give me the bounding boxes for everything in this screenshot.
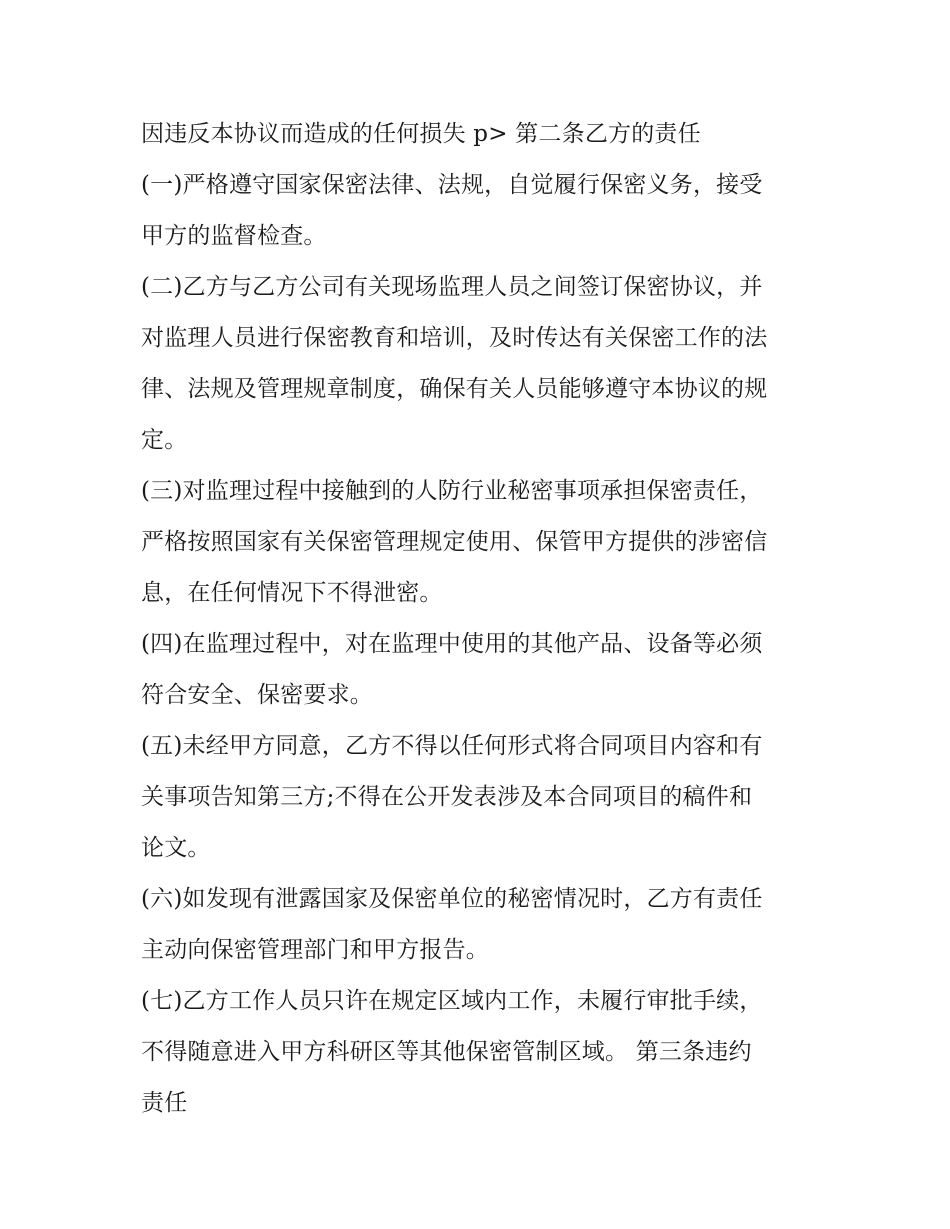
text-line: (四)在监理过程中，对在监理中使用的其他产品、设备等必须 [141, 631, 763, 657]
text-line: 律、法规及管理规章制度，确保有关人员能够遵守本协议的规 [141, 376, 768, 402]
text-line: (五)未经甲方同意，乙方不得以任何形式将合同项目内容和有 [141, 733, 763, 759]
text-line: 责任 [141, 1090, 188, 1116]
text-line: (二)乙方与乙方公司有关现场监理人员之间签订保密协议，并 [141, 274, 763, 300]
text-line: (一)严格遵守国家保密法律、法规，自觉履行保密义务，接受 [141, 172, 763, 198]
text-line: 因违反本协议而造成的任何损失 p> 第二条乙方的责任 [141, 121, 701, 147]
text-line: 严格按照国家有关保密管理规定使用、保管甲方提供的涉密信 [141, 529, 768, 555]
document-body [141, 109, 816, 1129]
text-line: 甲方的监督检查。 [141, 223, 327, 249]
text-line: 论文。 [141, 835, 211, 861]
text-line: (七)乙方工作人员只许在规定区域内工作，未履行审批手续， [141, 988, 763, 1014]
text-line: (三)对监理过程中接触到的人防行业秘密事项承担保密责任， [141, 478, 763, 504]
text-line: 不得随意进入甲方科研区等其他保密管制区域。 第三条违约 [141, 1039, 752, 1065]
text-line: 符合安全、保密要求。 [141, 682, 373, 708]
text-line: 对监理人员进行保密教育和培训，及时传达有关保密工作的法 [141, 325, 768, 351]
text-line: 主动向保密管理部门和甲方报告。 [141, 937, 489, 963]
text-line: 定。 [141, 427, 188, 453]
text-line: 息，在任何情况下不得泄密。 [141, 580, 443, 606]
text-line: 关事项告知第三方;不得在公开发表涉及本合同项目的稿件和 [141, 784, 753, 810]
text-line: (六)如发现有泄露国家及保密单位的秘密情况时，乙方有责任 [141, 886, 763, 912]
